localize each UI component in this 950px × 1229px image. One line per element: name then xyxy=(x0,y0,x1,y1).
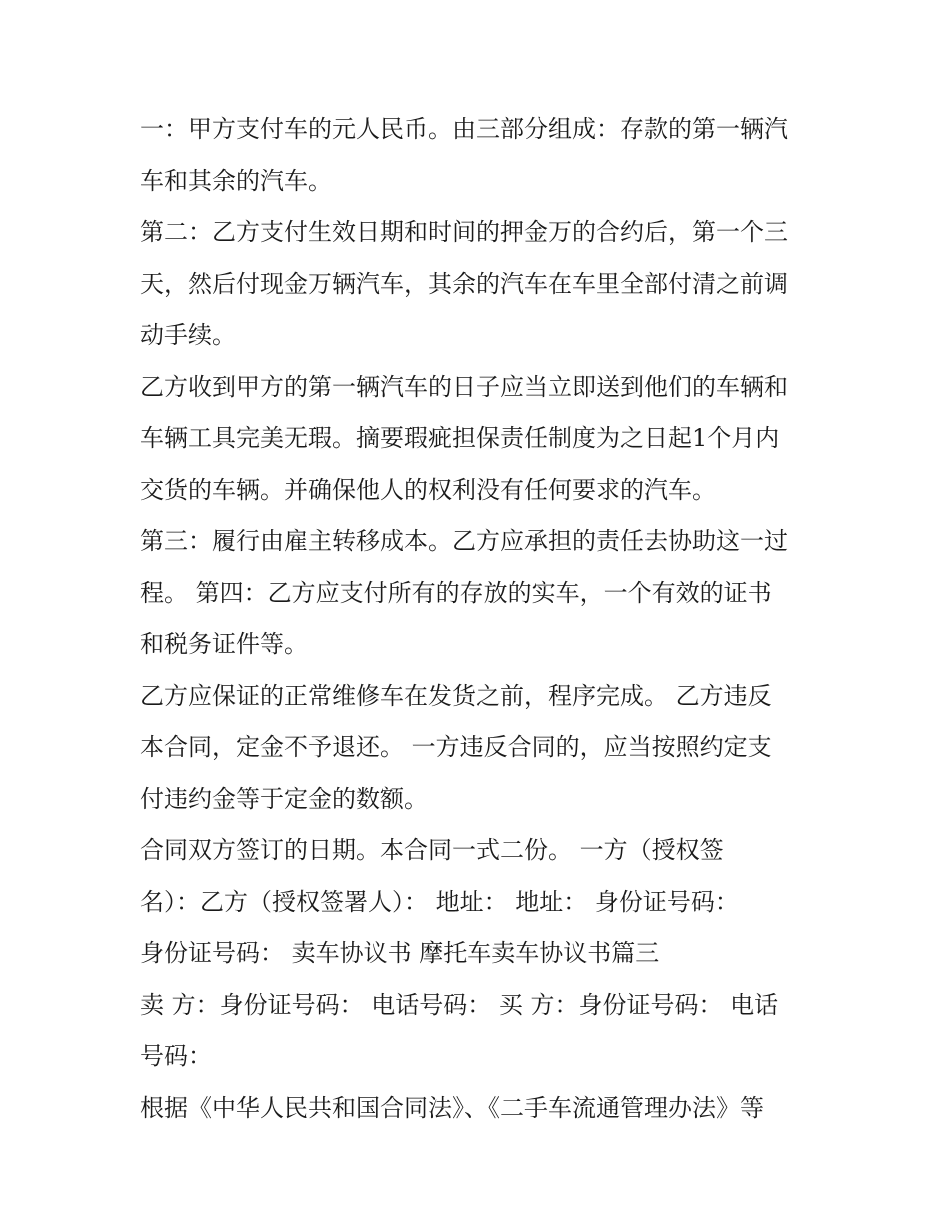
text-line: 付违约金等于定金的数额。 xyxy=(140,784,428,813)
paragraph-signatures xyxy=(140,825,820,980)
text-line: 号码： xyxy=(140,1042,212,1070)
text-line: 合同双方签订的日期。本合同一式二份。 一方（授权签 xyxy=(140,836,724,864)
paragraph-legal-basis xyxy=(140,1083,820,1135)
paragraph-parties xyxy=(140,980,820,1083)
text-line: 身份证号码： 卖车协议书 摩托车卖车协议书篇三 xyxy=(140,939,660,967)
paragraph-clause-three-four xyxy=(140,516,820,671)
text-line: 车和其余的汽车。 xyxy=(140,166,332,195)
document-body xyxy=(140,104,820,1134)
paragraph-breach xyxy=(140,671,820,826)
paragraph-delivery xyxy=(140,362,820,517)
text-line: 乙方收到甲方的第一辆汽车的日子应当立即送到他们的车辆和 xyxy=(140,372,788,401)
text-line: 根据《中华人民共和国合同法》、《二手车流通管理办法》等 xyxy=(140,1093,764,1122)
text-line: 本合同，定金不予退还。 一方违反合同的，应当按照约定支 xyxy=(140,733,772,761)
text-line: 程。 第四：乙方应支付所有的存放的实车，一个有效的证书 xyxy=(140,578,772,607)
text-line: 一：甲方支付车的元人民币。由三部分组成：存款的第一辆汽 xyxy=(140,115,788,143)
paragraph-clause-two xyxy=(140,207,820,362)
text-line: 和税务证件等。 xyxy=(140,630,308,658)
text-line: 动手续。 xyxy=(140,321,236,349)
text-line: 名）：乙方（授权签署人）： 地址： 地址： 身份证号码： xyxy=(140,887,739,916)
paragraph-payment-terms xyxy=(140,104,820,207)
text-line: 交货的车辆。并确保他人的权利没有任何要求的汽车。 xyxy=(140,475,716,504)
text-line: 乙方应保证的正常维修车在发货之前，程序完成。 乙方违反 xyxy=(140,681,772,710)
text-line: 天，然后付现金万辆汽车，其余的汽车在车里全部付清之前调 xyxy=(140,269,788,298)
text-line: 车辆工具完美无瑕。摘要瑕疵担保责任制度为之日起1个月内 xyxy=(140,424,780,452)
text-line: 卖 方：身份证号码： 电话号码： 买 方：身份证号码： 电话 xyxy=(140,990,779,1019)
text-line: 第三：履行由雇主转移成本。乙方应承担的责任去协助这一过 xyxy=(140,527,788,555)
text-line: 第二：乙方支付生效日期和时间的押金万的合约后，第一个三 xyxy=(140,218,788,246)
